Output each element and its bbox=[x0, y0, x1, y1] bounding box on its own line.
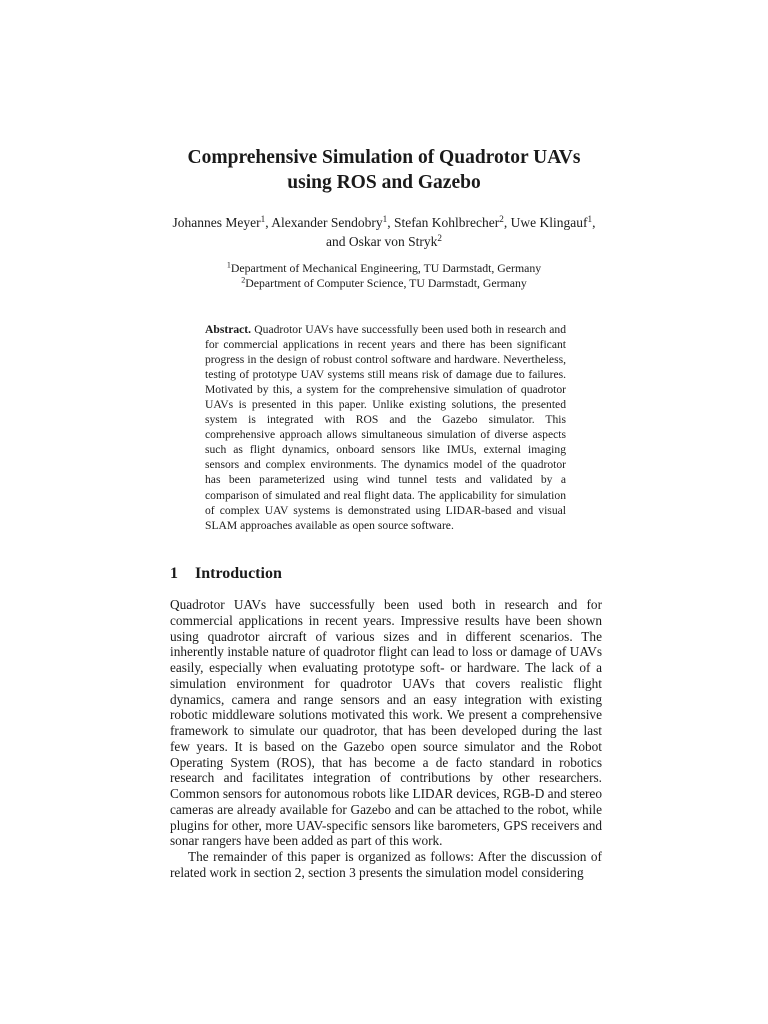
section-title: Introduction bbox=[195, 565, 282, 582]
affiliation-mark: 1 bbox=[382, 213, 388, 224]
author-list bbox=[100, 213, 668, 251]
author-separator: , bbox=[387, 215, 394, 230]
section-body bbox=[170, 597, 602, 881]
section-heading bbox=[170, 563, 282, 585]
author-line-1 bbox=[100, 213, 668, 232]
paper-title bbox=[100, 145, 668, 195]
affiliation-text: Department of Mechanical Engineering, TU Darmstadt, Germany bbox=[230, 261, 542, 275]
author-name: and Oskar von Stryk bbox=[326, 234, 438, 249]
author-name: Uwe Klingauf bbox=[510, 215, 588, 230]
author-separator: , bbox=[265, 215, 272, 230]
paragraph: The remainder of this paper is organized as follows: After the discussion of related work in section 2, section 3 presents the simulation model considering bbox=[170, 849, 602, 880]
affiliation-text: Department of Computer Science, TU Darmstadt, Germany bbox=[245, 276, 527, 290]
author-separator: , bbox=[503, 215, 511, 230]
affiliation-mark: 2 bbox=[499, 213, 504, 224]
affiliation-mark: 2 bbox=[437, 232, 442, 243]
affiliation-mark: 1 bbox=[587, 213, 593, 224]
author-separator: , bbox=[592, 215, 596, 230]
section-number: 1 bbox=[170, 565, 178, 582]
abstract bbox=[205, 322, 566, 533]
abstract-label: Abstract. bbox=[205, 323, 252, 336]
author-name: Johannes Meyer bbox=[172, 215, 261, 230]
author-name: Stefan Kohlbrecher bbox=[393, 215, 500, 230]
author-name: Alexander Sendobry bbox=[271, 215, 383, 230]
affiliation-list bbox=[100, 261, 668, 291]
affiliation-2 bbox=[100, 276, 668, 291]
author-line-2 bbox=[100, 232, 668, 251]
title-line-1: Comprehensive Simulation of Quadrotor UAVs bbox=[187, 147, 581, 168]
paragraph: Quadrotor UAVs have successfully been used both in research and for commercial applications in recent years. Impressive results have been shown using quadrotor aircraft of various sizes and in different scenarios. The inherently instable nature of quadrotor flight can lead to loss or damage of UAVs easily, especially when evaluating prototype soft- or hardware. The lack of a simulation environment for quadrotor UAVs that covers realistic flight dynamics, camera and range sensors and an easy integration with existing robotic middleware solutions motivated this work. We present a comprehensive framework to simulate our quadrotor, that has been developed during the last few years. It is based on the Gazebo open source simulator and the Robot Operating System (ROS), that has become a de facto standard in robotics research and facilitates integration of contributions by other researchers. Common sensors for autonomous robots like LIDAR devices, RGB-D and stereo cameras are already available for Gazebo and can be attached to the robot, while plugins for other, more UAV-specific sensors like barometers, GPS receivers and sonar rangers have been added as part of this work. bbox=[170, 597, 602, 849]
affiliation-mark: 1 bbox=[226, 260, 231, 270]
affiliation-mark: 2 bbox=[241, 275, 246, 285]
affiliation-mark: 1 bbox=[260, 213, 266, 224]
title-line-2: using ROS and Gazebo bbox=[287, 172, 481, 193]
affiliation-1 bbox=[100, 261, 668, 276]
abstract-text: Quadrotor UAVs have successfully been used both in research and for commercial applications in recent years and there has been significant progress in the design of robust control software and hardware. Nevertheless, testing of prototype UAV systems still means risk of damage due to failures. Motivated by this, a system for the comprehensive simulation of quadrotor UAVs is presented in this paper. Unlike existing solutions, the presented system is integrated with ROS and the Gazebo simulator. This comprehensive approach allows simultaneous simulation of diverse aspects such as flight dynamics, onboard sensors like IMUs, external imaging sensors and complex environments. The dynamics model of the quadrotor has been parameterized using wind tunnel tests and validated by a comparison of simulated and real flight data. The applicability for simulation of complex UAV systems is demonstrated using LIDAR-based and visual SLAM approaches available as open source software. bbox=[205, 323, 566, 532]
